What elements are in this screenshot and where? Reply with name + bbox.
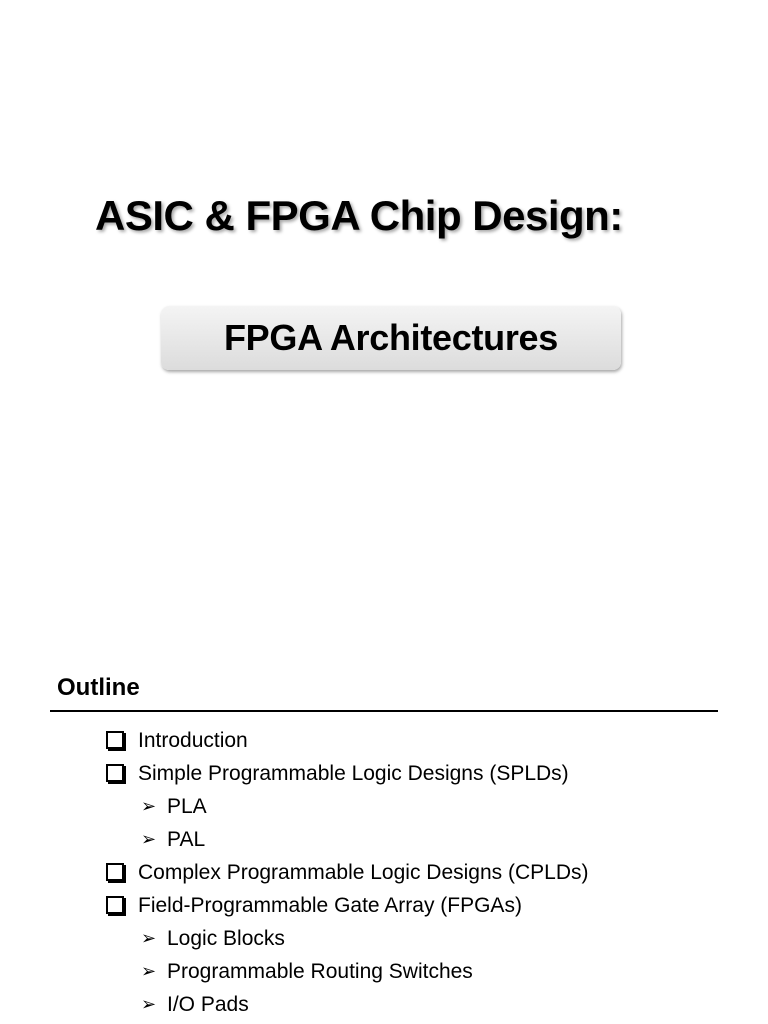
list-item-label: PAL	[167, 828, 206, 851]
list-item-label: Complex Programmable Logic Designs (CPLDs)	[138, 861, 589, 884]
checkbox-icon	[106, 764, 124, 782]
list-item	[0, 757, 589, 790]
arrow-icon: ➢	[141, 927, 157, 949]
arrow-icon: ➢	[141, 960, 157, 982]
list-item-label: PLA	[167, 795, 207, 818]
list-item-label: Field-Programmable Gate Array (FPGAs)	[138, 894, 522, 917]
list-item	[0, 823, 589, 856]
list-item-label: Introduction	[138, 729, 248, 752]
list-item-label: Programmable Routing Switches	[167, 960, 473, 983]
list-item	[0, 856, 589, 889]
list-item	[0, 790, 589, 823]
list-item	[0, 955, 589, 988]
list-item-label: Simple Programmable Logic Designs (SPLDs)	[138, 762, 569, 785]
heading-divider	[50, 710, 718, 712]
checkbox-icon	[106, 896, 124, 914]
outline-heading: Outline	[57, 674, 140, 701]
outline-slide	[0, 670, 768, 1024]
arrow-icon: ➢	[141, 993, 157, 1015]
list-item	[0, 889, 589, 922]
arrow-icon: ➢	[141, 795, 157, 817]
outline-list	[0, 724, 589, 1021]
subtitle-box	[161, 306, 621, 370]
arrow-icon: ➢	[141, 828, 157, 850]
checkbox-icon	[106, 863, 124, 881]
list-item	[0, 724, 589, 757]
list-item-label: I/O Pads	[167, 993, 249, 1016]
slide-subtitle: FPGA Architectures	[223, 317, 559, 358]
list-item-label: Logic Blocks	[167, 927, 285, 950]
checkbox-icon	[106, 731, 124, 749]
list-item	[0, 922, 589, 955]
slide-title: ASIC & FPGA Chip Design:	[95, 192, 623, 239]
list-item	[0, 988, 589, 1021]
